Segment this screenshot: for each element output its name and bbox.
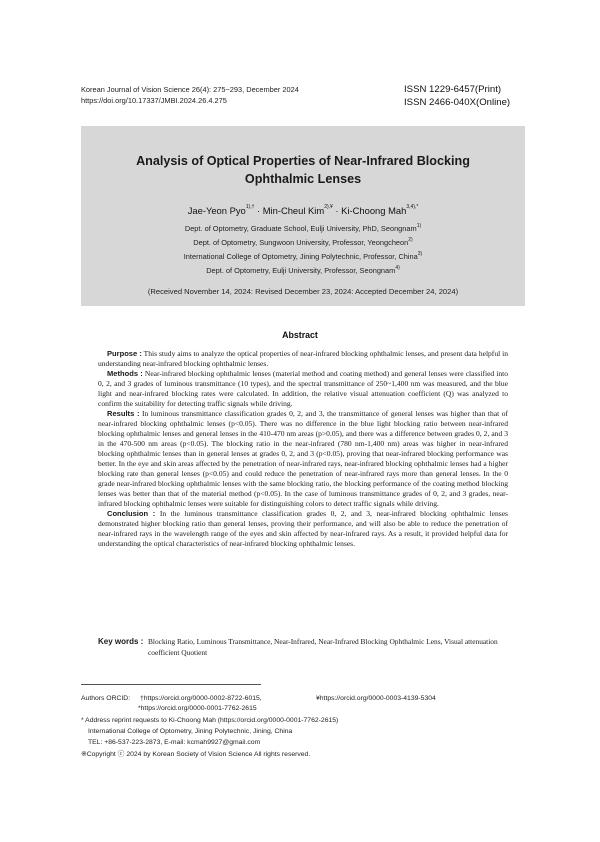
conclusion-label: Conclusion : bbox=[107, 509, 156, 518]
methods-label: Methods : bbox=[107, 369, 143, 378]
issn-online: ISSN 2466-040X(Online) bbox=[404, 97, 511, 108]
affiliation-text: International College of Optometry, Jining Polytechnic, Professor, China bbox=[183, 252, 418, 261]
journal-header bbox=[81, 84, 299, 106]
title-panel bbox=[81, 126, 525, 306]
author-name: Ki-Choong Mah bbox=[341, 205, 407, 216]
author-list bbox=[81, 205, 525, 216]
results-label: Results : bbox=[107, 409, 140, 418]
issn-print: ISSN 1229-6457(Print) bbox=[404, 84, 502, 95]
affiliation-mark: 2) bbox=[408, 237, 413, 243]
doi-link[interactable]: https://doi.org/10.17337/JMBI.2024.26.4.275 bbox=[81, 96, 227, 105]
affiliation-text: Dept. of Optometry, Eulji University, Professor, Seongnam bbox=[206, 266, 396, 275]
author-name: Jae-Yeon Pyo bbox=[187, 205, 246, 216]
affiliation-text: Dept. of Optometry, Graduate School, Eulji University, PhD, Seongnam bbox=[184, 224, 417, 233]
author-mark: 2),¥ bbox=[324, 204, 333, 210]
journal-citation: Korean Journal of Vision Science 26(4): 275~293, December 2024 bbox=[81, 85, 299, 94]
abstract-methods bbox=[98, 369, 508, 409]
orcid-label: Authors ORCID: bbox=[81, 695, 131, 702]
affiliation bbox=[81, 238, 525, 247]
affiliation-mark: 4) bbox=[395, 265, 400, 271]
abstract-purpose bbox=[98, 349, 508, 369]
affiliation-mark: 3) bbox=[417, 251, 423, 257]
abstract-heading: Abstract bbox=[282, 330, 318, 340]
keywords-label: Key words : bbox=[98, 637, 144, 646]
conclusion-text: In the luminous transmittance classification grades 0, 2, and 3, near-infrared blocking ophthalmic lenses demonstrated higher blocking ratio than general lenses, proving their performance, and will also be able to reduce the penetration of near-infrared rays in the wavelength range of the eyes and skin affected by near-infrared rays. As a result, it provided helpful data for understanding the optical characteristics of near-infrared blocking ophthalmic lenses. bbox=[98, 509, 508, 548]
received-dates: (Received November 14, 2024: Revised December 23, 2024: Accepted December 24, 2024) bbox=[147, 287, 459, 296]
title-line-2: Ophthalmic Lenses bbox=[244, 172, 362, 186]
purpose-text: This study aims to analyze the optical properties of near-infrared blocking ophthalmic lenses, and present data helpful in understanding near-infrared blocking ophthalmic lenses. bbox=[98, 349, 508, 368]
results-text: In luminous transmittance classification grades 0, 2, and 3, the transmittance of general lenses was higher than that of near-infrared blocking ophthalmic lenses (p<0.05). There was no difference in the blue light blocking ratio between near-infrared blocking ophthalmic lenses and general lenses in the 410-470 nm areas (p>0.05), and there was a difference between grades 0, 2, and 3 in the 470-500 nm areas (p<0.05). The blocking ratio in the near-infrared (780 nm-1,400 nm) areas was higher in near-infrared blocking ophthalmic lenses than in general lenses at grades 0, 2, and 3 (p<0.05), proving that near-infrared blocking performance was better. In the eye and skin areas affected by the penetration of near-infrared rays, near-infrared blocking ophthalmic lenses had a higher blocking rate than general lenses (p<0.05) and could reduce the penetration of near-infrared rays more than general lenses. In the 0 grade near-infrared blocking ophthalmic lenses with the same blocking ratio, the blocking performance of the coating method blocking lenses was better than that of the material method (p<0.05). In the case of luminous transmittance grades of 0, 2, and 3 grades, near-infrared blocking ophthalmic lenses were suitable for distinguishing colors to detect traffic signals while driving. bbox=[98, 409, 509, 508]
affiliation-text: Dept. of Optometry, Sungwoon University, Professor, Yeongcheon bbox=[193, 238, 409, 247]
paper-title bbox=[81, 152, 525, 188]
footnote-divider bbox=[81, 684, 261, 685]
orcid-link-3[interactable]: *https://orcid.org/0000-0001-7762-2615 bbox=[138, 705, 257, 712]
abstract-results bbox=[98, 409, 508, 509]
contact-info: TEL: +86-537-223-2873, E-mail: kcmah9927@gmail.com bbox=[88, 739, 261, 746]
abstract-conclusion bbox=[98, 509, 508, 549]
author-separator: · bbox=[254, 205, 263, 216]
author-mark: 1),† bbox=[245, 204, 255, 210]
methods-text: Near-infrared blocking ophthalmic lenses (material method and coating method) and general lenses were classified into 0, 2, and 3 grades of luminous transmittance (10 types), and the spectral transmittance of 250~1,400 nm was measured, and the blue light and near-infrared blocking rates were calculated. In addition, the relative visual attenuation coefficient (Q) was analyzed to confirm the suitability for detecting traffic signals while driving. bbox=[98, 369, 508, 408]
keywords-text: Blocking Ratio, Luminous Transmittance, Near-Infrared, Near-Infrared Blocking Ophthalmic Lens, Visual attenuation coefficient Quotient bbox=[148, 637, 498, 657]
orcid-link-2[interactable]: ¥https://orcid.org/0000-0003-4139-5304 bbox=[316, 695, 436, 702]
author-separator: · bbox=[332, 205, 342, 216]
issn-block bbox=[404, 83, 510, 109]
reprint-request: * Address reprint requests to Ki-Choong Mah (https://orcid.org/0000-0001-7762-2615) bbox=[81, 717, 339, 724]
affiliation bbox=[81, 266, 525, 275]
purpose-label: Purpose : bbox=[107, 349, 142, 358]
author-name: Min-Cheul Kim bbox=[262, 205, 325, 216]
orcid-link-1[interactable]: †https://orcid.org/0000-0002-8722-6015, bbox=[140, 695, 262, 702]
reprint-institution: International College of Optometry, Jining Polytechnic, Jining, China bbox=[88, 728, 293, 735]
affiliation bbox=[81, 224, 525, 233]
title-line-1: Analysis of Optical Properties of Near-Infrared Blocking bbox=[136, 154, 470, 168]
copyright: ※Copyright ⓒ 2024 by Korean Society of Vision Science All rights reserved. bbox=[81, 751, 311, 758]
author-mark: 3,4),* bbox=[406, 204, 419, 210]
abstract-body bbox=[98, 349, 508, 549]
affiliation bbox=[81, 252, 525, 261]
affiliation-mark: 1) bbox=[416, 223, 422, 229]
